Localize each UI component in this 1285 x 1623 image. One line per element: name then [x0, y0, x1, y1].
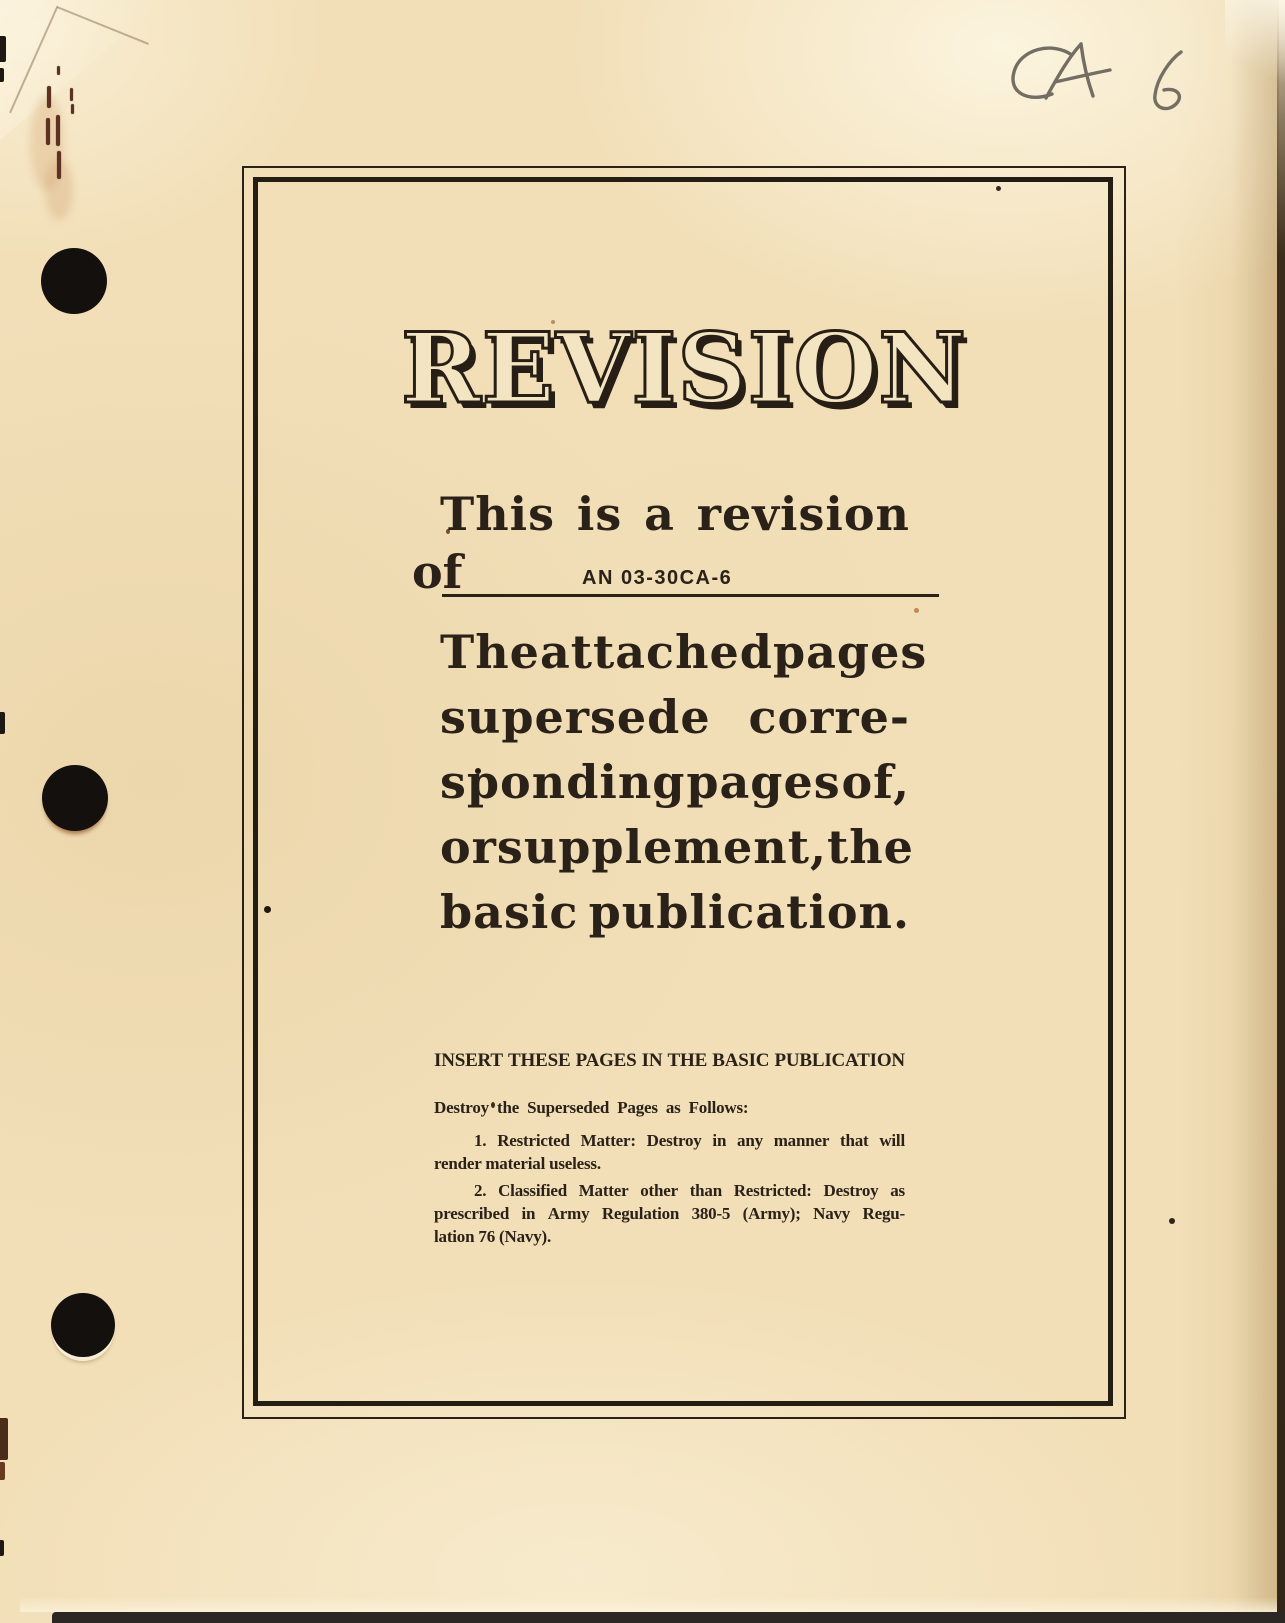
scan-edge-mark	[0, 68, 4, 82]
scan-edge-stain	[0, 1418, 8, 1460]
of-label: of	[412, 545, 463, 599]
punch-hole-top	[41, 248, 107, 314]
scan-edge-mark	[0, 1540, 4, 1556]
stain-dash	[47, 86, 51, 108]
instruction-item-1	[434, 1129, 905, 1175]
stain-dash	[46, 118, 50, 145]
body-line: or supplement, the	[440, 820, 914, 874]
stain-dash	[57, 151, 61, 179]
body-line: supersede corre-	[440, 690, 910, 744]
instruction-line: lation 76 (Navy).	[434, 1227, 552, 1246]
handwritten-note	[980, 28, 1210, 138]
reference-value: AN 03-30CA-6	[582, 567, 733, 589]
paper-speck	[1169, 1218, 1175, 1224]
instruction-line: 2. Classified Matter other than Restricted: Destroy as	[474, 1181, 905, 1200]
border-frame	[242, 166, 1126, 1419]
stain-dash	[57, 66, 60, 75]
corner-fold-top-left	[0, 0, 165, 140]
stain-dash	[56, 115, 60, 146]
revision-statement-line: This is a revision	[440, 487, 910, 541]
scan-edge-mark	[0, 36, 6, 62]
body-line: sponding pages of,	[440, 755, 910, 809]
stain-dash	[71, 104, 74, 114]
page-bottom-highlight	[20, 1597, 1277, 1612]
insert-heading: INSERT THESE PAGES IN THE BASIC PUBLICATION	[434, 1050, 905, 1071]
body-line: The attached pages	[440, 625, 928, 679]
page-right-shadow-band	[1231, 0, 1279, 1623]
instruction-line: render material useless.	[434, 1154, 601, 1173]
scan-edge-mark	[0, 712, 5, 734]
document-title: REVISION	[401, 312, 967, 425]
corner-light-top-right	[1225, 0, 1285, 85]
page-bottom-edge	[52, 1612, 1285, 1623]
body-paragraph	[440, 620, 928, 945]
stain-dash	[70, 88, 73, 101]
destroy-heading: Destroy the Superseded Pages as Follows:	[434, 1098, 749, 1117]
instruction-item-2	[434, 1179, 905, 1248]
instruction-line: 1. Restricted Matter: Destroy in any manner that will	[474, 1131, 905, 1150]
handwritten-note-text	[1005, 40, 1006, 41]
instruction-line: prescribed in Army Regulation 380-5 (Army); Navy Regu-	[434, 1204, 905, 1223]
body-line: basic publication.	[440, 885, 910, 939]
punch-hole-bottom	[51, 1293, 115, 1357]
punch-hole-middle	[42, 765, 108, 831]
page-right-edge	[1277, 0, 1285, 1623]
scan-edge-stain	[0, 1462, 5, 1480]
